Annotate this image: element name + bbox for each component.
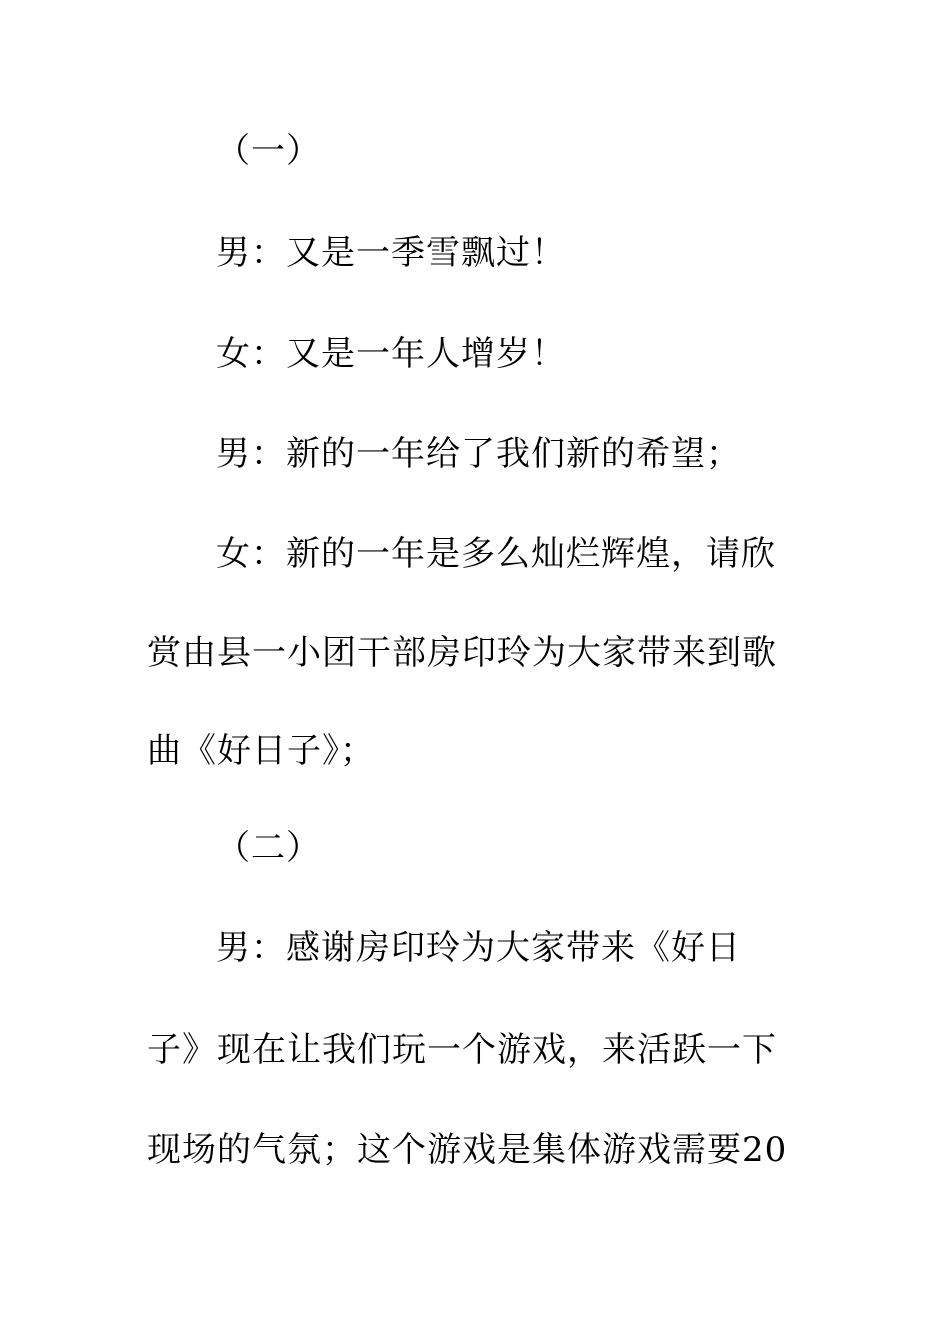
dialogue-line-continuation: 现场的气氛；这个游戏是集体游戏需要20 <box>147 1130 788 1170</box>
section-heading-2: （二） <box>216 828 321 868</box>
dialogue-line: 男：感谢房印玲为大家带来《好日 <box>216 928 741 968</box>
dialogue-line-continuation: 赏由县一小团干部房印玲为大家带来到歌 <box>147 633 777 673</box>
dialogue-line-continuation: 子》现在让我们玩一个游戏，来活跃一下 <box>147 1030 777 1070</box>
dialogue-line: 男：又是一季雪飘过！ <box>216 233 566 273</box>
dialogue-line: 女：又是一年人增岁！ <box>216 334 566 374</box>
dialogue-line: 男：新的一年给了我们新的希望； <box>216 434 741 474</box>
section-heading-1: （一） <box>216 131 321 171</box>
dialogue-line-continuation: 曲《好日子》； <box>147 731 375 771</box>
dialogue-line: 女：新的一年是多么灿烂辉煌，请欣 <box>216 534 776 574</box>
